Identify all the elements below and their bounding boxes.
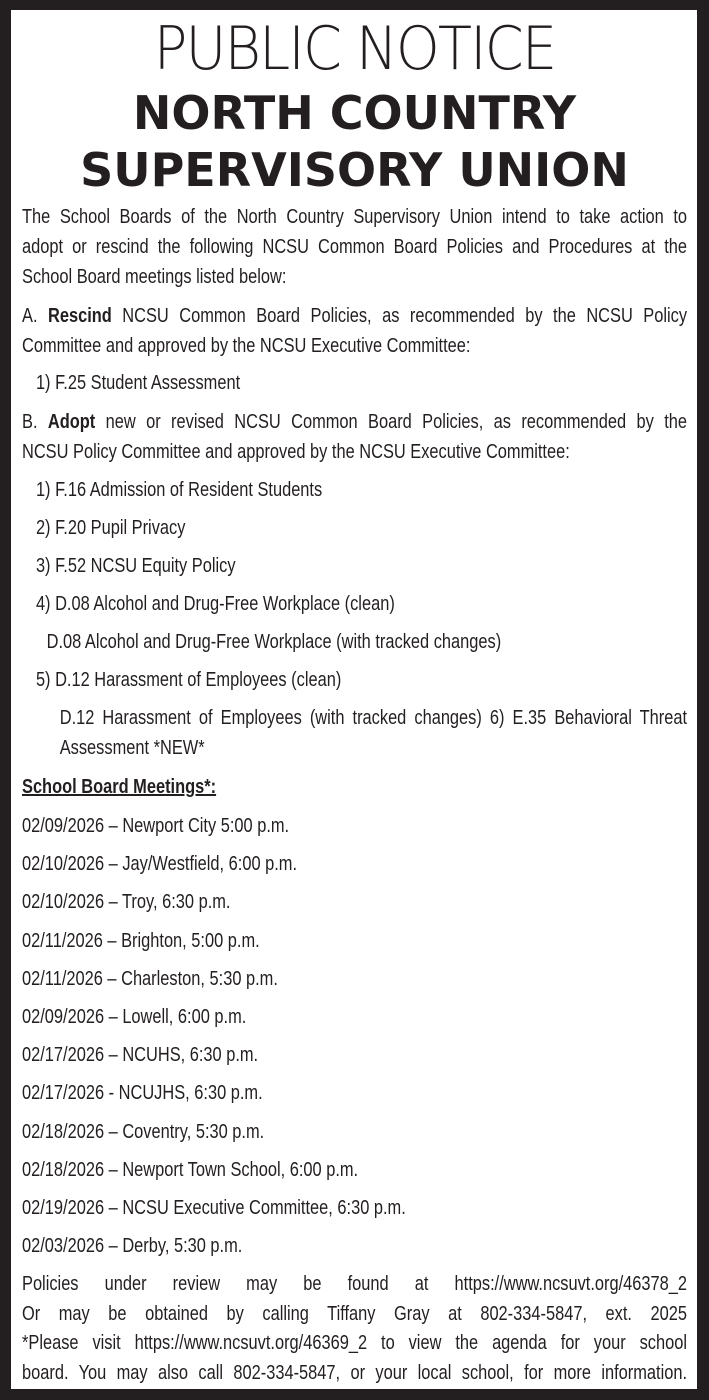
footer-line: Or may be obtained by calling Tiffany Gray at 802-334-5847, ext. 2025 [22, 1303, 688, 1325]
section-a-line1 [22, 301, 687, 331]
section-a-prefix: A. [22, 305, 48, 327]
meeting-item: 02/18/2026 – Coventry, 5:30 p.m. [22, 1120, 265, 1143]
meeting-item: 02/09/2026 – Lowell, 6:00 p.m. [22, 1006, 247, 1028]
rescind-item: 1) F.25 Student Assessment [35, 372, 241, 394]
section-b-line2: NCSU Policy Committee and approved by the NCSU Executive Committee: [22, 441, 570, 463]
section-b-text: new or revised NCSU Common Board Policies, as recommended by the [95, 411, 688, 433]
meeting-item: 02/03/2026 – Derby, 5:30 p.m. [22, 1235, 243, 1258]
adopt-item: D.12 Harassment of Employees (with tracked changes) 6) E.35 Behavioral Threat [59, 707, 688, 729]
org-name-line2: SUPERVISORY UNION [80, 143, 629, 197]
adopt-item: 4) D.08 Alcohol and Drug-Free Workplace (clean) [35, 593, 395, 615]
adopt-item: 3) F.52 NCSU Equity Policy [35, 555, 236, 577]
adopt-item: Assessment *NEW* [59, 737, 205, 759]
meeting-item: 02/10/2026 – Jay/Westfield, 6:00 p.m. [22, 853, 298, 876]
footer-line: board. You may also call 802-334-5847, or your local school, for more information. [22, 1362, 688, 1384]
adopt-item: 1) F.16 Admission of Resident Students [35, 479, 323, 501]
meeting-item: 02/17/2026 – NCUHS, 6:30 p.m. [22, 1044, 259, 1067]
section-b-line1 [22, 407, 687, 437]
adopt-item: D.08 Alcohol and Drug-Free Workplace (with tracked changes) [46, 631, 502, 653]
intro-line: adopt or rescind the following NCSU Common Board Policies and Procedures at the [22, 236, 688, 258]
footer-line: *Please visit https://www.ncsuvt.org/46369_2 to view the agenda for your school [22, 1332, 688, 1354]
notice-title: PUBLIC NOTICE [153, 14, 556, 84]
meeting-item: 02/09/2026 – Newport City 5:00 p.m. [22, 815, 290, 837]
org-name-line1: NORTH COUNTRY [132, 86, 577, 140]
meeting-item: 02/17/2026 - NCUJHS, 6:30 p.m. [22, 1082, 263, 1105]
adopt-item: 2) F.20 Pupil Privacy [35, 517, 186, 539]
meeting-item: 02/11/2026 – Charleston, 5:30 p.m. [22, 967, 278, 990]
intro-line: The School Boards of the North Country Supervisory Union intend to take action to [22, 206, 688, 228]
section-b-keyword: Adopt [47, 411, 96, 433]
meetings-heading: School Board Meetings*: [22, 776, 217, 798]
section-a-line2: Committee and approved by the NCSU Executive Committee: [22, 335, 471, 357]
section-a-text: NCSU Common Board Policies, as recommended by the NCSU Policy [111, 305, 688, 327]
meeting-item: 02/10/2026 – Troy, 6:30 p.m. [22, 891, 231, 914]
adopt-item: 5) D.12 Harassment of Employees (clean) [35, 669, 342, 691]
section-a-keyword: Rescind [47, 305, 112, 327]
footer-line: Policies under review may be found at https://www.ncsuvt.org/46378_2 [22, 1273, 688, 1295]
meeting-item: 02/11/2026 – Brighton, 5:00 p.m. [22, 929, 260, 952]
section-b-prefix: B. [22, 411, 48, 433]
meeting-item: 02/19/2026 – NCSU Executive Committee, 6:30 p.m. [22, 1197, 406, 1219]
intro-line: School Board meetings listed below: [22, 266, 287, 288]
meeting-item: 02/18/2026 – Newport Town School, 6:00 p.m. [22, 1158, 359, 1181]
